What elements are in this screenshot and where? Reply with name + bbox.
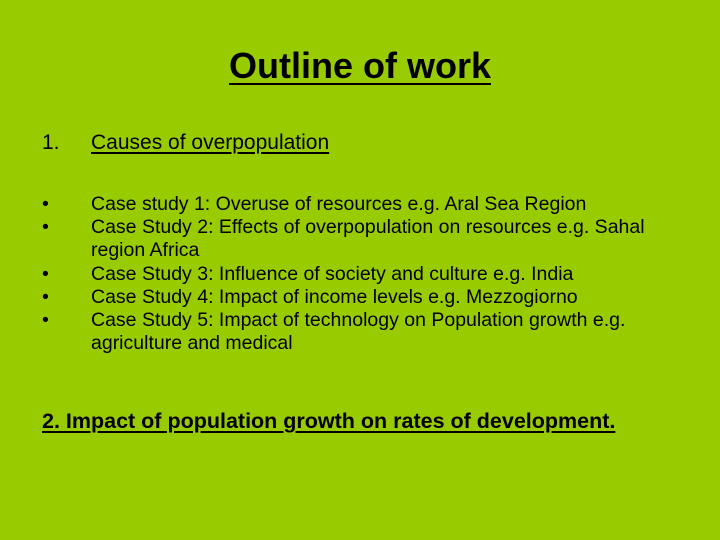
case-study-text: Case Study 2: Effects of overpopulation on resources e.g. Sahal region Africa (91, 216, 645, 262)
bullet-icon: • (42, 193, 49, 215)
section-label: Causes of overpopulation (91, 131, 330, 154)
case-study-text: Case Study 5: Impact of technology on Population growth e.g. agriculture and medical (91, 309, 626, 355)
list-item (42, 216, 682, 262)
bullet-icon: • (42, 262, 49, 285)
case-study-text: Case study 1: Overuse of resources e.g. Aral Sea Region (91, 193, 587, 215)
list-item (42, 309, 682, 355)
bullet-icon: • (42, 285, 49, 308)
list-item (42, 286, 682, 309)
slide-title: Outline of work (228, 45, 491, 86)
case-study-text: Case Study 3: Influence of society and culture e.g. India (91, 262, 574, 285)
bullet-icon: • (42, 216, 49, 239)
list-item (42, 263, 682, 286)
section-number: 1. (42, 131, 60, 154)
case-study-list (42, 193, 682, 355)
section-heading-2: 2. Impact of population growth on rates of development. (42, 409, 616, 433)
bullet-icon: • (42, 309, 49, 332)
case-study-text: Case Study 4: Impact of income levels e.g. Mezzogiorno (91, 285, 578, 308)
list-item (42, 193, 682, 216)
